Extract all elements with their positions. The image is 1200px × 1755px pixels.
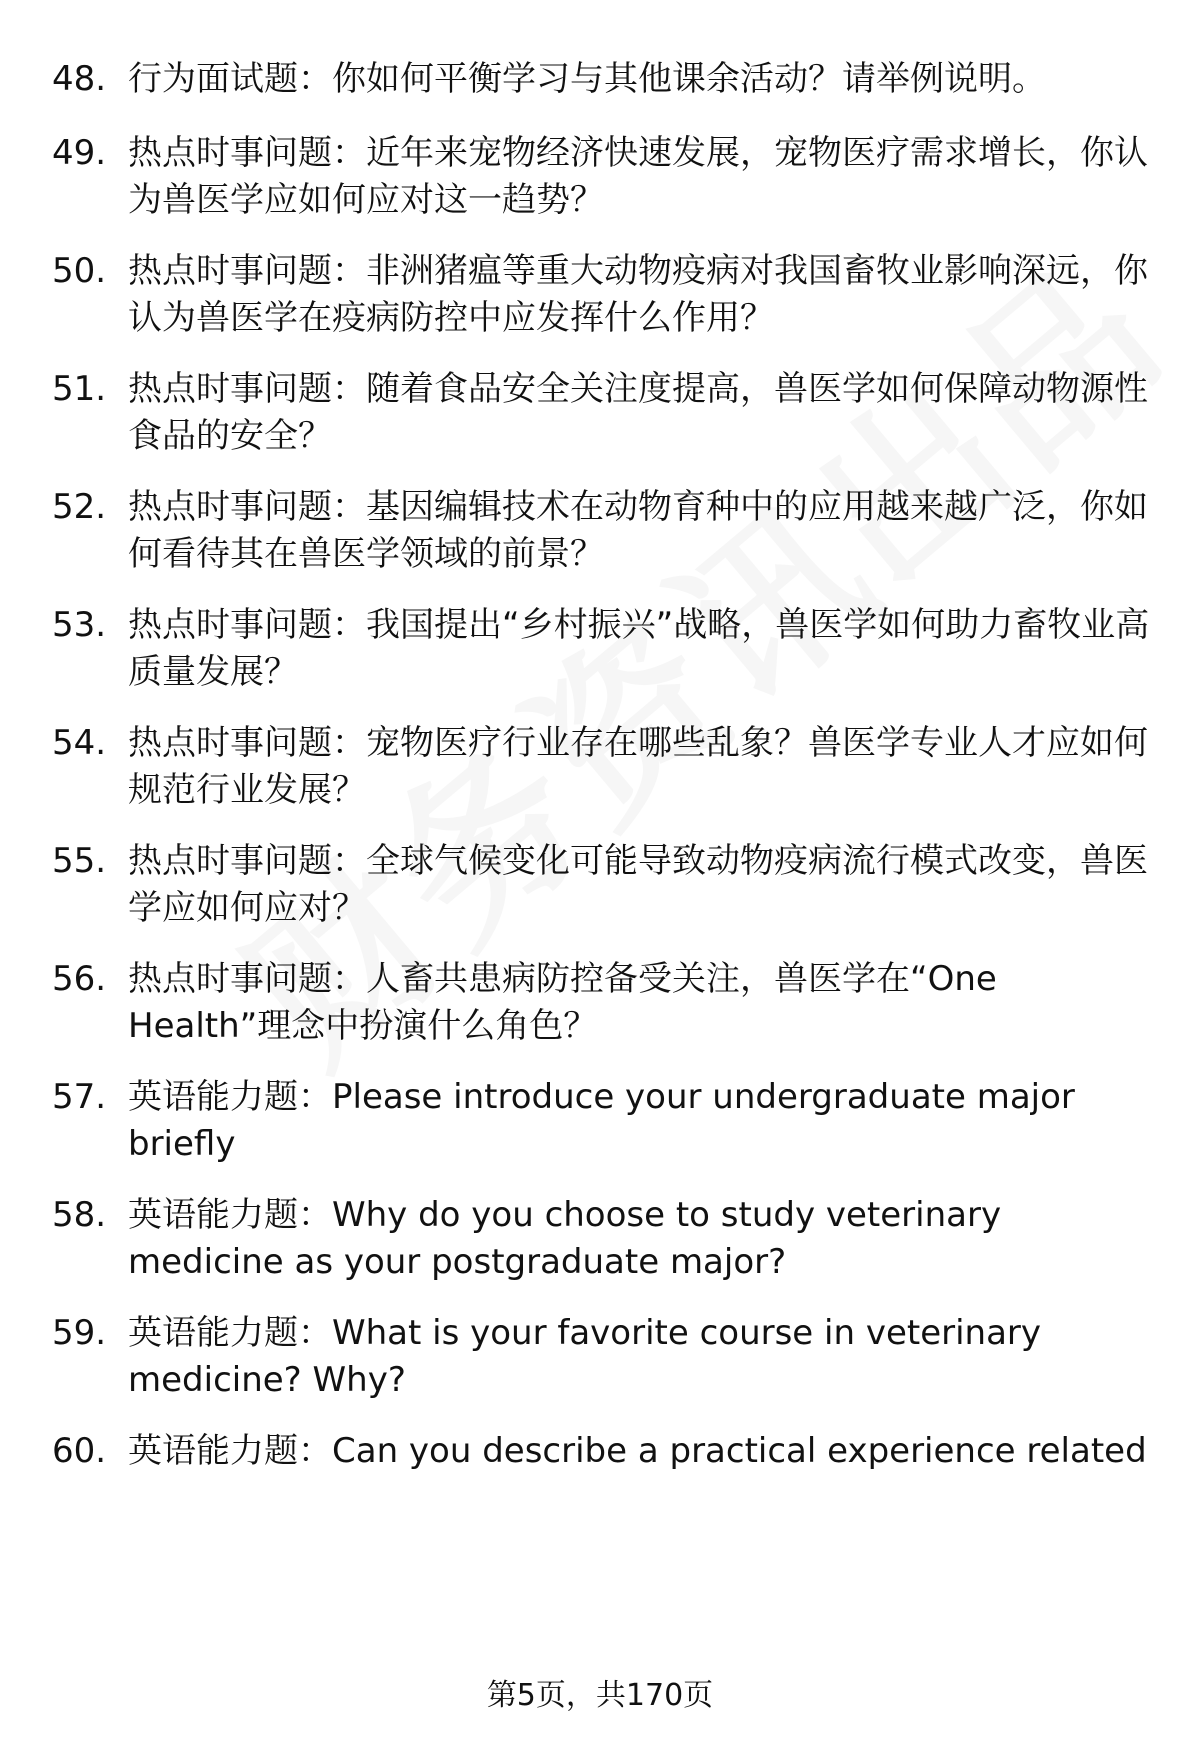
question-text: 热点时事问题：近年来宠物经济快速发展，宠物医疗需求增长，你认为兽医学应如何应对这一趋势？ bbox=[128, 133, 1148, 220]
question-text: 热点时事问题：我国提出“乡村振兴”战略，兽医学如何助力畜牧业高质量发展？ bbox=[128, 605, 1150, 692]
question-number: 52. bbox=[52, 487, 107, 527]
question-text: 英语能力题：Can you describe a practical experience related bbox=[128, 1431, 1147, 1471]
question-text: 热点时事问题：非洲猪瘟等重大动物疫病对我国畜牧业影响深远，你认为兽医学在疫病防控中应发挥什么作用？ bbox=[128, 251, 1148, 338]
question-text: 英语能力题：Please introduce your undergraduate major briefly bbox=[128, 1077, 1075, 1164]
question-number: 50. bbox=[52, 251, 107, 291]
question-number: 56. bbox=[52, 959, 107, 999]
question-number: 60. bbox=[52, 1431, 107, 1471]
page-footer: 第5页，共170页 bbox=[486, 1678, 714, 1713]
question-number: 59. bbox=[52, 1313, 107, 1353]
question-number: 54. bbox=[52, 723, 107, 763]
question-text: 行为面试题：你如何平衡学习与其他课余活动？请举例说明。 bbox=[128, 59, 1046, 99]
question-text: 英语能力题：What is your favorite course in veterinary medicine? Why? bbox=[128, 1313, 1042, 1400]
question-text: 英语能力题：Why do you choose to study veterinary medicine as your postgraduate major? bbox=[128, 1195, 1002, 1282]
question-text: 热点时事问题：随着食品安全关注度提高，兽医学如何保障动物源性食品的安全？ bbox=[128, 369, 1148, 456]
question-number: 55. bbox=[52, 841, 107, 881]
question-text: 热点时事问题：基因编辑技术在动物育种中的应用越来越广泛，你如何看待其在兽医学领域的前景？ bbox=[128, 487, 1148, 574]
question-number: 48. bbox=[52, 59, 107, 99]
question-text: 热点时事问题：宠物医疗行业存在哪些乱象？兽医学专业人才应如何规范行业发展？ bbox=[128, 723, 1148, 810]
question-number: 53. bbox=[52, 605, 107, 645]
question-number: 57. bbox=[52, 1077, 107, 1117]
question-number: 49. bbox=[52, 133, 107, 173]
question-number: 58. bbox=[52, 1195, 107, 1235]
question-text: 热点时事问题：人畜共患病防控备受关注，兽医学在“One Health”理念中扮演什么角色？ bbox=[128, 959, 997, 1046]
question-number: 51. bbox=[52, 369, 107, 409]
question-text: 热点时事问题：全球气候变化可能导致动物疫病流行模式改变，兽医学应如何应对？ bbox=[128, 841, 1148, 928]
